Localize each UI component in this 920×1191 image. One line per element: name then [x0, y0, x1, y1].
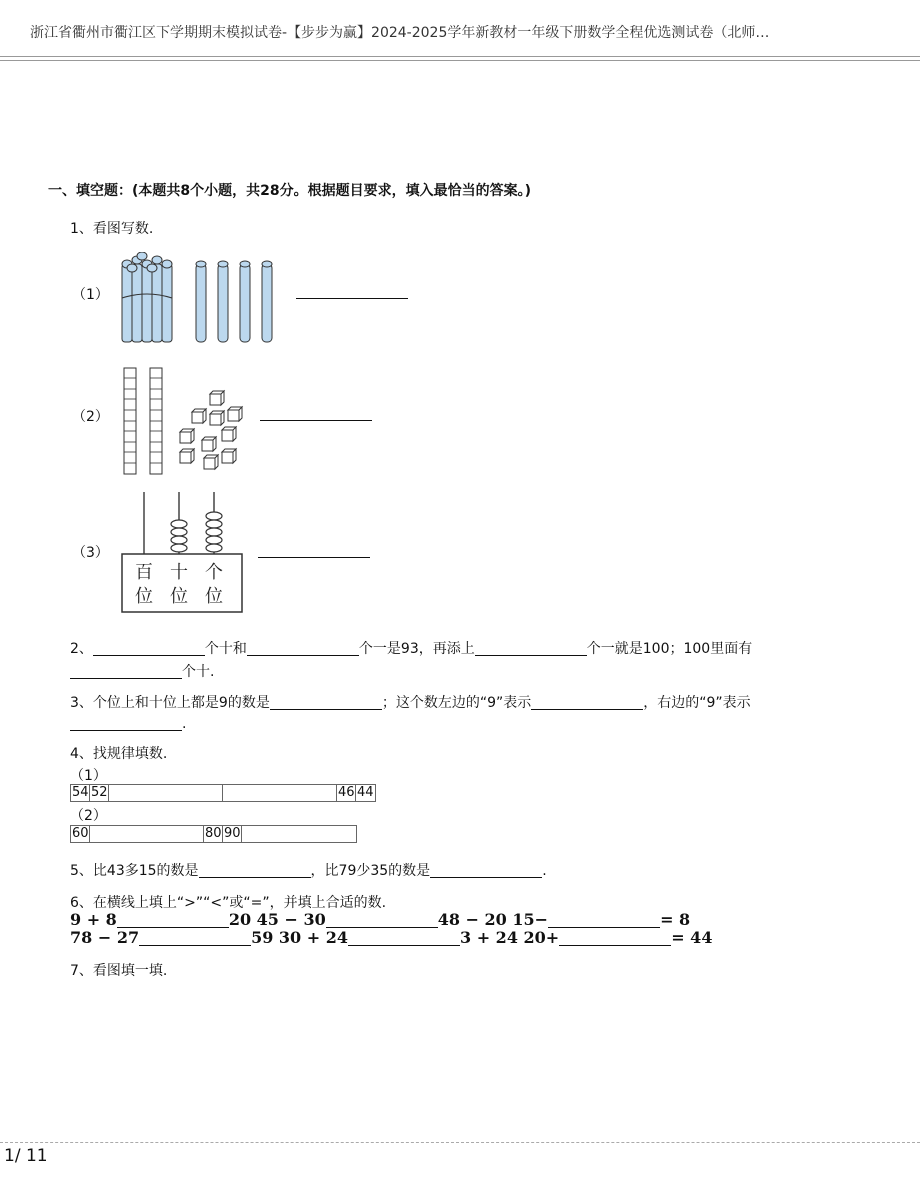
- seq1-cell-blank[interactable]: [109, 785, 223, 801]
- q3-blank-1[interactable]: [270, 693, 382, 710]
- seq1-cell: 52: [91, 785, 108, 800]
- q1-part2-answer-blank[interactable]: [260, 420, 372, 421]
- abacus-label-ones-1: 个: [205, 562, 223, 583]
- abacus-label-hundreds-2: 位: [135, 586, 153, 607]
- q6-r1-b1: 45 − 30: [256, 910, 326, 929]
- q3-text-1: 3、个位上和十位上都是9的数是: [70, 695, 270, 711]
- q3-blank-3[interactable]: [70, 714, 182, 731]
- q2-line1: [70, 638, 752, 658]
- q4-sequence-1: [70, 784, 376, 802]
- q6-r1-blank-2[interactable]: [326, 911, 438, 928]
- q6-r1-blank-3[interactable]: [548, 911, 660, 928]
- q3-text-2: ；这个数左边的“9”表示: [381, 695, 532, 711]
- seq1-cell: 44: [357, 785, 374, 800]
- q5-text-2: ，比79少35的数是: [310, 863, 431, 879]
- q6-r2-c2: = 44: [671, 928, 713, 947]
- q6-r1-c2: = 8: [660, 910, 691, 929]
- q3-text-3: ，右边的“9”表示: [643, 695, 751, 711]
- q3-blank-2[interactable]: [531, 693, 643, 710]
- document-title: 浙江省衢州市衢江区下学期期末模拟试卷-【步步为赢】2024-2025学年新教材一年级下册数学全程优选测试卷（北师…: [30, 25, 770, 41]
- q4-part2-label: （2）: [70, 808, 107, 824]
- q6-row-2: [70, 928, 712, 947]
- q2-prefix: 2、: [70, 641, 93, 657]
- q1-part1-answer-blank[interactable]: [296, 298, 408, 299]
- seq2-cell: 80: [205, 826, 222, 841]
- seq2-cell: 90: [224, 826, 241, 841]
- abacus-label-hundreds-1: 百: [135, 562, 153, 583]
- q6-r1-a1: 9 + 8: [70, 910, 117, 929]
- q1-blocks-figure: [118, 364, 248, 476]
- footer-divider: [0, 1142, 920, 1143]
- q6-r2-a2: 59: [251, 928, 274, 947]
- q2-blank-2[interactable]: [247, 639, 359, 656]
- q6-r1-c1: 15−: [512, 910, 549, 929]
- q2-line2: [70, 661, 214, 681]
- seq2-cell-blank[interactable]: [242, 826, 356, 842]
- q1-part3-answer-blank[interactable]: [258, 557, 370, 558]
- page-number: 1/ 11: [4, 1146, 48, 1166]
- q5-text-3: .: [542, 863, 547, 879]
- q1-part3-label: （3）: [72, 545, 109, 561]
- q1-part2-label: （2）: [72, 409, 109, 425]
- abacus-label-tens-1: 十: [170, 562, 188, 583]
- q6-stem: 6、在横线上填上“>”“<”或“=”，并填上合适的数.: [70, 895, 387, 911]
- q5-blank-1[interactable]: [199, 861, 311, 878]
- q2-blank-4[interactable]: [70, 662, 182, 679]
- q6-r2-blank-3[interactable]: [559, 929, 671, 946]
- header-divider: [0, 56, 920, 57]
- q4-stem: 4、找规律填数.: [70, 746, 168, 762]
- q3-text-4: .: [182, 716, 187, 732]
- q3-line2: [70, 714, 186, 732]
- q1-stem: 1、看图写数.: [70, 221, 154, 237]
- q1-part1-label: （1）: [72, 287, 109, 303]
- seq1-cell: 54: [72, 785, 89, 800]
- q2-blank-1[interactable]: [93, 639, 205, 656]
- q4-part1-label: （1）: [70, 768, 107, 784]
- q6-r2-a1: 78 − 27: [70, 928, 140, 947]
- seq1-cell-blank[interactable]: [223, 785, 337, 801]
- section-heading: 一、填空题：(本题共8个小题，共28分。根据题目要求，填入最恰当的答案。): [48, 183, 532, 199]
- q2-text-1: 个十和: [204, 641, 247, 657]
- q2-blank-3[interactable]: [475, 639, 587, 656]
- q5-text-1: 5、比43多15的数是: [70, 863, 199, 879]
- q1-abacus-figure: [118, 490, 248, 616]
- q6-r1-a2: 20: [228, 910, 252, 929]
- q2-text-4: 个十.: [182, 664, 215, 680]
- q7-stem: 7、看图填一填.: [70, 963, 168, 979]
- abacus-label-tens-2: 位: [170, 586, 188, 607]
- seq1-cell: 46: [338, 785, 355, 800]
- q2-text-3: 个一就是100；100里面有: [586, 641, 753, 657]
- q5-line: [70, 860, 547, 880]
- q3-line1: [70, 692, 751, 712]
- q6-r1-blank-1[interactable]: [117, 911, 229, 928]
- abacus-label-ones-2: 位: [205, 586, 223, 607]
- q6-r2-b2: 3 + 24: [460, 928, 518, 947]
- q1-sticks-figure: [118, 252, 278, 346]
- seq2-cell-blank[interactable]: [90, 826, 204, 842]
- q6-row-1: [70, 910, 690, 929]
- q6-r2-c1: 20+: [523, 928, 560, 947]
- q6-r2-blank-1[interactable]: [139, 929, 251, 946]
- q5-blank-2[interactable]: [430, 861, 542, 878]
- q6-r2-blank-2[interactable]: [348, 929, 460, 946]
- q2-text-2: 个一是93，再添上: [358, 641, 475, 657]
- q6-r2-b1: 30 + 24: [278, 928, 348, 947]
- seq2-cell: 60: [72, 826, 89, 841]
- q4-sequence-2: [70, 825, 357, 843]
- header-divider-2: [0, 60, 920, 61]
- q6-r1-b2: 48 − 20: [437, 910, 507, 929]
